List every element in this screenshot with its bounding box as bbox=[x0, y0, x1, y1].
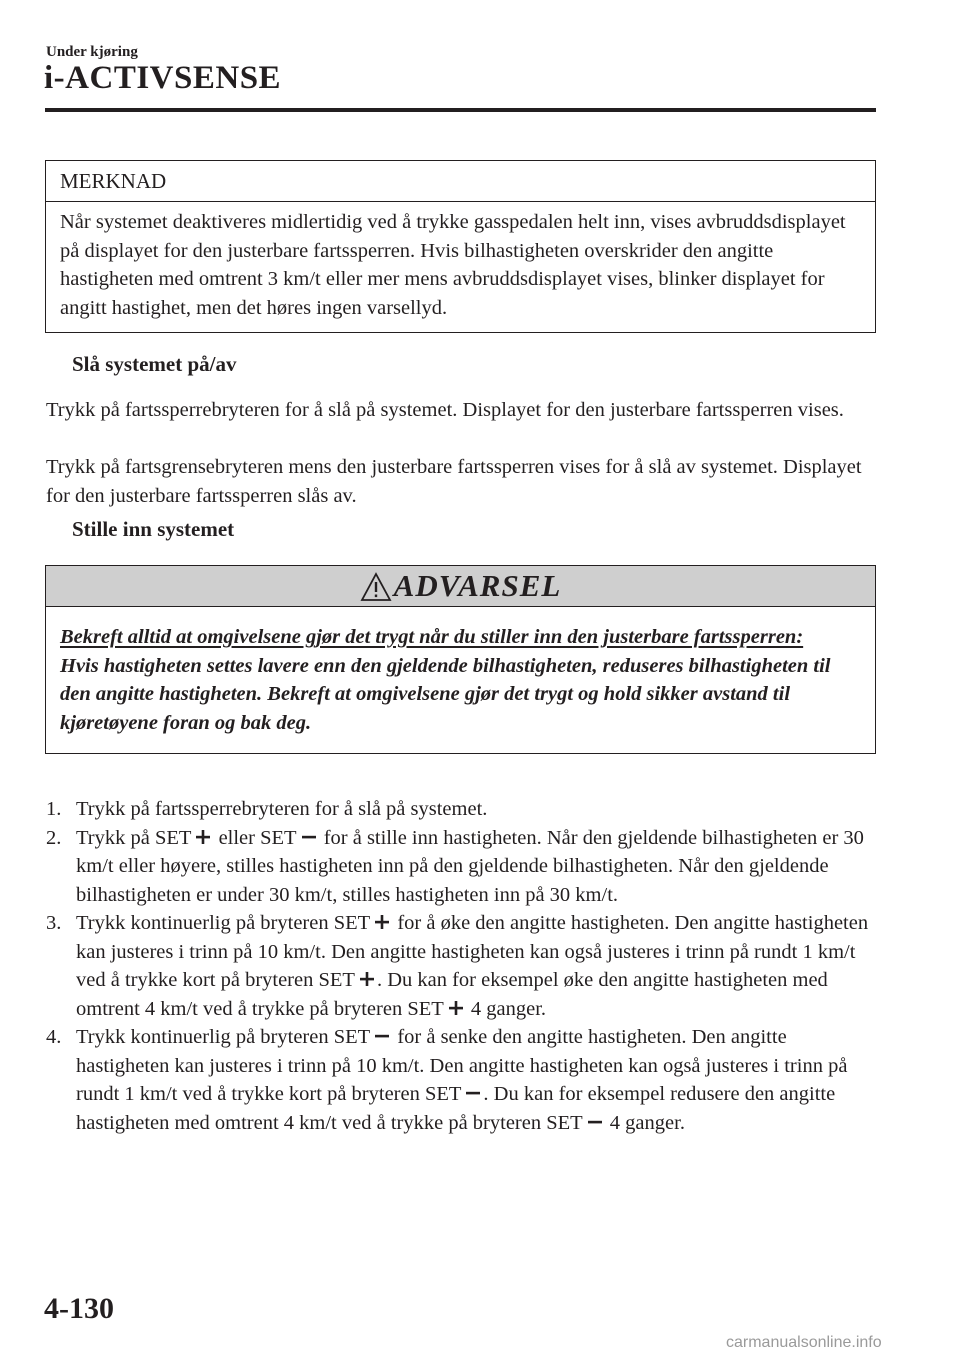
warning-body bbox=[46, 607, 875, 753]
chapter-title: i-ACTIVSENSE bbox=[44, 60, 282, 96]
plus-icon bbox=[374, 914, 390, 930]
step-number: 2. bbox=[46, 826, 62, 849]
paragraph-turn-on: Trykk på fartssperrebryteren for å slå på systemet. Displayet for den justerbare fartssperren vises. bbox=[46, 399, 844, 421]
page-number: 4-130 bbox=[44, 1292, 114, 1325]
step-text bbox=[76, 909, 876, 1023]
step-text-segment: eller SET bbox=[213, 826, 297, 849]
warning-triangle-icon bbox=[360, 572, 392, 602]
paragraph-turn-off: Trykk på fartsgrensebryteren mens den justerbare fartssperren vises for å slå av systemet. Displayet for den justerbare fartssperren slås av. bbox=[46, 456, 862, 507]
step-text-segment: . Du kan for eksempel redusere den angitte hastigheten med omtrent 4 km/t ved å trykke på bryteren SET bbox=[76, 1083, 836, 1134]
step-number: 1. bbox=[46, 798, 62, 820]
note-title: MERKNAD bbox=[46, 161, 875, 202]
step-text-segment: for å stille inn hastigheten. Når den gjeldende bilhastigheten er 30 km/t eller høyere, stilles hastigheten inn på den gjeldende bilhastigheten. Når den gjeldende bilhastigheten er under 30 km/t, stilles hastigheten inn på 30 km/t. bbox=[76, 826, 864, 906]
step-number: 3. bbox=[46, 912, 62, 934]
plus-icon bbox=[448, 1000, 464, 1016]
section-label: Under kjøring bbox=[46, 44, 138, 60]
step-text bbox=[76, 795, 876, 824]
list-item bbox=[46, 824, 876, 910]
list-item bbox=[46, 795, 876, 824]
step-text bbox=[76, 1023, 876, 1137]
step-text-segment: 4 ganger. bbox=[465, 997, 547, 1020]
plus-icon bbox=[359, 971, 375, 987]
step-text-segment: 4 ganger. bbox=[604, 1111, 685, 1134]
heading-setup: Stille inn systemet bbox=[72, 517, 235, 541]
title-rule bbox=[45, 108, 876, 112]
warning-header bbox=[46, 566, 875, 607]
steps-list bbox=[46, 795, 876, 1137]
step-text-segment: Trykk på SET bbox=[76, 826, 192, 849]
minus-icon bbox=[301, 829, 317, 845]
warning-title: ADVARSEL bbox=[393, 568, 562, 603]
step-text-segment: for å senke den angitte hastigheten. Den angitte hastigheten kan justeres i trinn på 10 km/t. Den angitte hastigheten kan også justeres i trinn på rundt 1 km/t ved å trykke kort på bryteren SET bbox=[76, 1026, 848, 1105]
minus-icon bbox=[587, 1114, 603, 1130]
warning-text: Hvis hastigheten settes lavere enn den gjeldende bilhastigheten, reduseres bilhastigheten til den angitte hastigheten. Bekreft at omgivelsene gjør det trygt og hold sikker avstand til kjøretøyene foran og bak deg. bbox=[60, 654, 831, 734]
step-number: 4. bbox=[46, 1026, 62, 1048]
warning-box bbox=[45, 565, 876, 754]
plus-icon bbox=[195, 829, 211, 845]
note-text: Når systemet deaktiveres midlertidig ved å trykke gasspedalen helt inn, vises avbruddsdisplayet på displayet for den justerbare fartssperren. Hvis bilhastigheten overskrider den angitte hastigheten med omtrent 3 km/t eller mer mens avbruddsdisplayet vises, blinker displayet for angitt hastighet, men det høres ingen varsellyd. bbox=[60, 211, 846, 319]
heading-on-off: Slå systemet på/av bbox=[72, 352, 237, 376]
watermark: carmanualsonline.info bbox=[726, 1334, 882, 1351]
warning-lead: Bekreft alltid at omgivelsene gjør det trygt når du stiller inn den justerbare fartssperren: bbox=[60, 626, 804, 648]
step-text-segment: Trykk på fartssperrebryteren for å slå på systemet. bbox=[76, 798, 488, 820]
minus-icon bbox=[465, 1085, 481, 1101]
minus-icon bbox=[374, 1028, 390, 1044]
step-text-segment: Trykk kontinuerlig på bryteren SET bbox=[76, 1026, 371, 1048]
step-text-segment: Trykk kontinuerlig på bryteren SET bbox=[76, 912, 371, 934]
step-text-segment: . Du kan for eksempel øke den angitte hastigheten med omtrent 4 km/t ved å trykke på bryteren SET bbox=[76, 969, 828, 1020]
step-text bbox=[76, 824, 876, 910]
step-text-segment: for å øke den angitte hastigheten. Den angitte hastigheten kan justeres i trinn på 10 km/t. Den angitte hastigheten kan også justeres i trinn på rundt 1 km/t ved å trykke kort på bryteren SET bbox=[76, 912, 869, 991]
note-box bbox=[45, 160, 876, 333]
list-item bbox=[46, 909, 876, 1023]
list-item bbox=[46, 1023, 876, 1137]
